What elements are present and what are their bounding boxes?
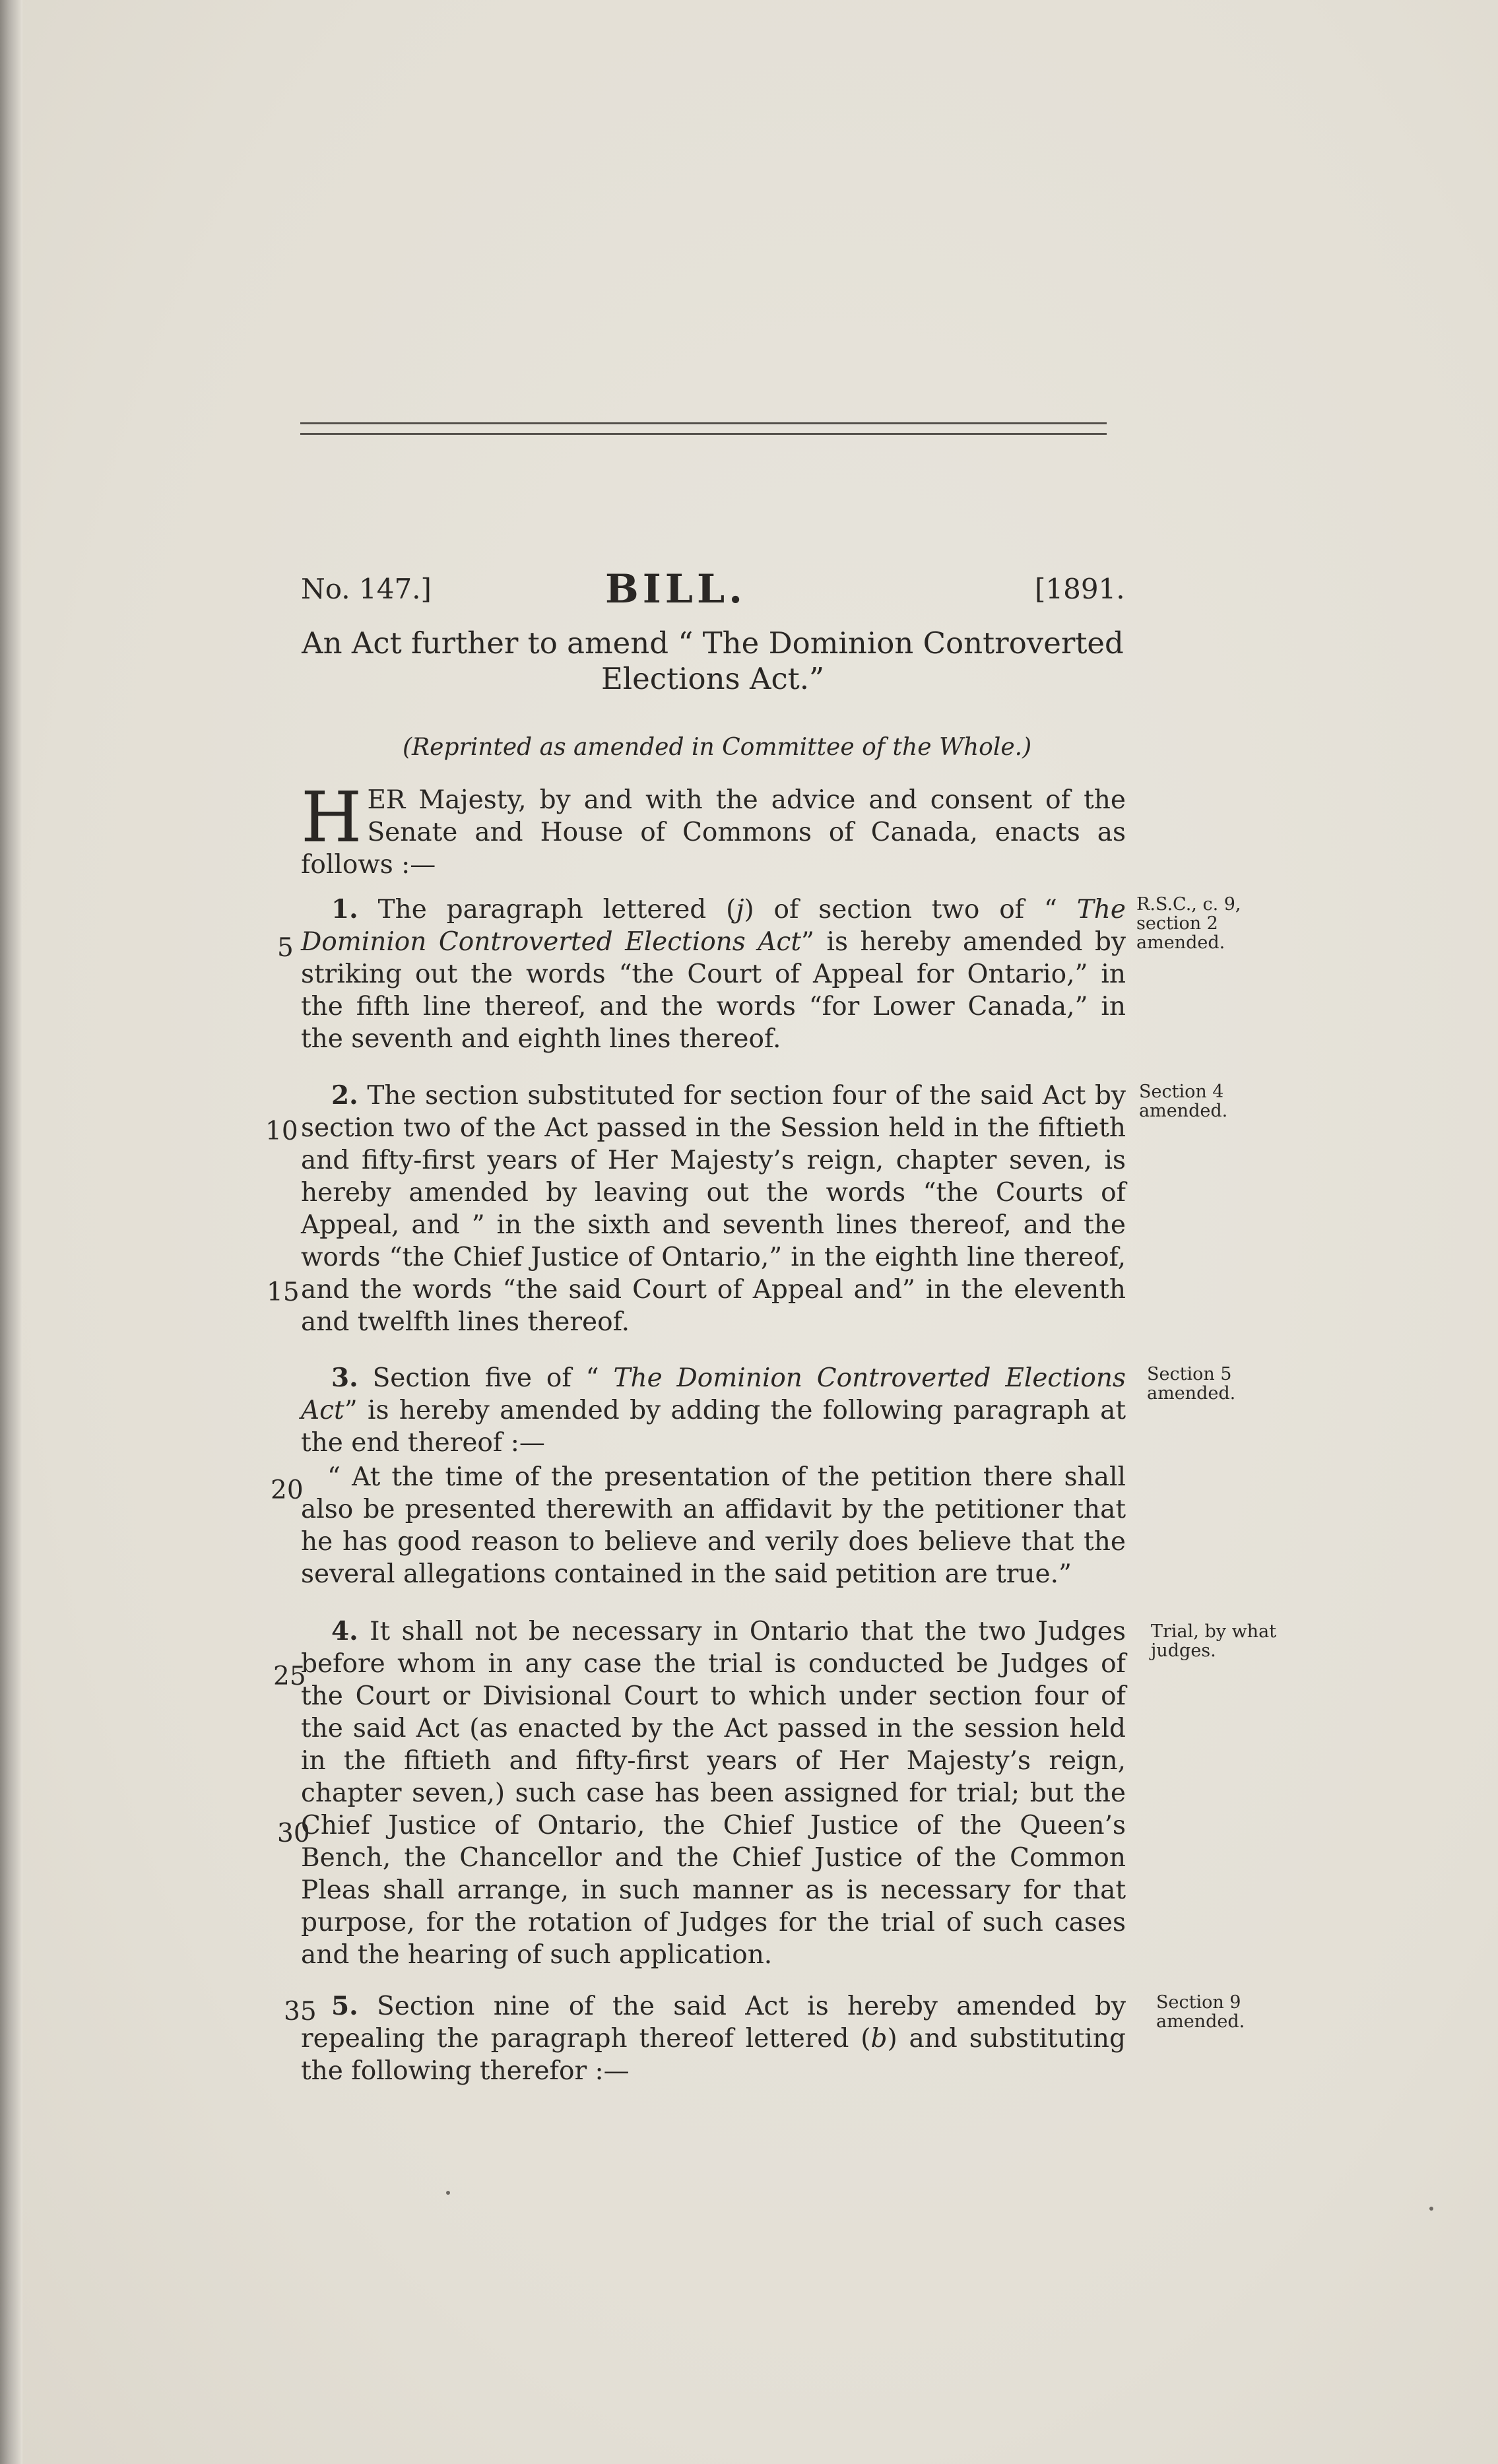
line-number-15: 15	[267, 1278, 300, 1307]
margin-note-section-1: R.S.C., c. 9, section 2 amended.	[1136, 894, 1241, 953]
margin-note-section-4: Trial, by what judges.	[1151, 1621, 1277, 1661]
section-3-quote: “ At the time of the presentation of the petition there shall also be presented therewith an affidavit by the petitioner that he has good reason to believe and verily does believe that the several allegations contained in the said petition are true.”	[301, 1462, 1126, 1589]
paper-speck	[1429, 2207, 1433, 2211]
section-1-number: 1.	[331, 894, 358, 924]
line-number-5: 5	[277, 933, 294, 963]
section-5-number: 5.	[331, 1991, 358, 2021]
line-number-30: 30	[277, 1819, 310, 1848]
preamble	[301, 777, 1126, 881]
section-4: 4. It shall not be necessary in Ontario that the two Judges before whom in any case the trial is conducted be Judges of the Court or Divisional Court to which under section four of the said Act (as enacted by the Act passed in the session held in the fiftieth and fifty-first years of Her Majesty’s reign, chapter seven,) such case has been assigned for trial; but the Chief Justice of Ontario, the Chief Justice of the Queen’s Bench, the Chancellor and the Chief Justice of the Common Pleas shall arrange, in such manner as is necessary for that purpose, for the rotation of Judges for the trial of such cases and the hearing of such application.	[301, 1616, 1126, 1970]
reprint-note: (Reprinted as amended in Committee of the Whole.)	[403, 734, 1032, 761]
paper-speck	[446, 2191, 450, 2195]
section-3: 3. Section five of “ The Dominion Controverted Elections Act” is hereby amended by adding the following paragraph at the end thereof :—	[301, 1363, 1126, 1458]
section-2: 2. The section substituted for section four of the said Act by section two of the Act passed in the Session held in the fiftieth and fifty-first years of Her Majesty’s reign, chapter seven, is hereby amended by leaving out the words “the Courts of Appeal, and ” in the sixth and seventh lines thereof, and the words “the Chief Justice of Ontario,” in the eighth line thereof, and the words “the said Court of Appeal and” in the eleventh and twelfth lines thereof.	[301, 1080, 1126, 1337]
section-3-number: 3.	[331, 1363, 358, 1393]
section-5: 5. Section nine of the said Act is hereby amended by repealing the paragraph thereof lettered (b) and substituting the following therefor :—	[301, 1991, 1126, 2086]
section-2-number: 2.	[331, 1080, 358, 1111]
margin-note-section-2: Section 4 amended.	[1139, 1082, 1228, 1121]
margin-note-section-5: Section 9 amended.	[1156, 1992, 1245, 2032]
bill-heading: BILL.	[605, 566, 747, 612]
act-title: An Act further to amend “ The Dominion Controverted Elections Act.”	[302, 626, 1124, 696]
section-1: 1. The paragraph lettered (j) of section two of “ The Dominion Controverted Elections Act” is hereby amended by striking out the words “the Court of Appeal for Ontario,” in the fifth line thereof, and the words “for Lower Canada,” in the seventh and eighth lines thereof.	[301, 894, 1126, 1054]
preamble-text: ER Majesty, by and with the advice and consent of the Senate and House of Commons of Canada, enacts as follows :—	[301, 785, 1126, 880]
line-number-35: 35	[284, 1997, 317, 2026]
line-number-20: 20	[271, 1475, 304, 1505]
preamble-dropcap: H	[301, 777, 362, 858]
margin-note-section-3: Section 5 amended.	[1147, 1364, 1236, 1404]
top-double-rule-lower	[300, 433, 1107, 435]
line-number-10: 10	[265, 1117, 298, 1146]
bill-year: [1891.	[1035, 573, 1125, 605]
top-double-rule-upper	[300, 422, 1107, 424]
section-4-number: 4.	[331, 1616, 358, 1646]
line-number-25: 25	[273, 1662, 306, 1691]
bill-number: No. 147.]	[301, 573, 432, 605]
book-binding-edge	[0, 0, 22, 2464]
